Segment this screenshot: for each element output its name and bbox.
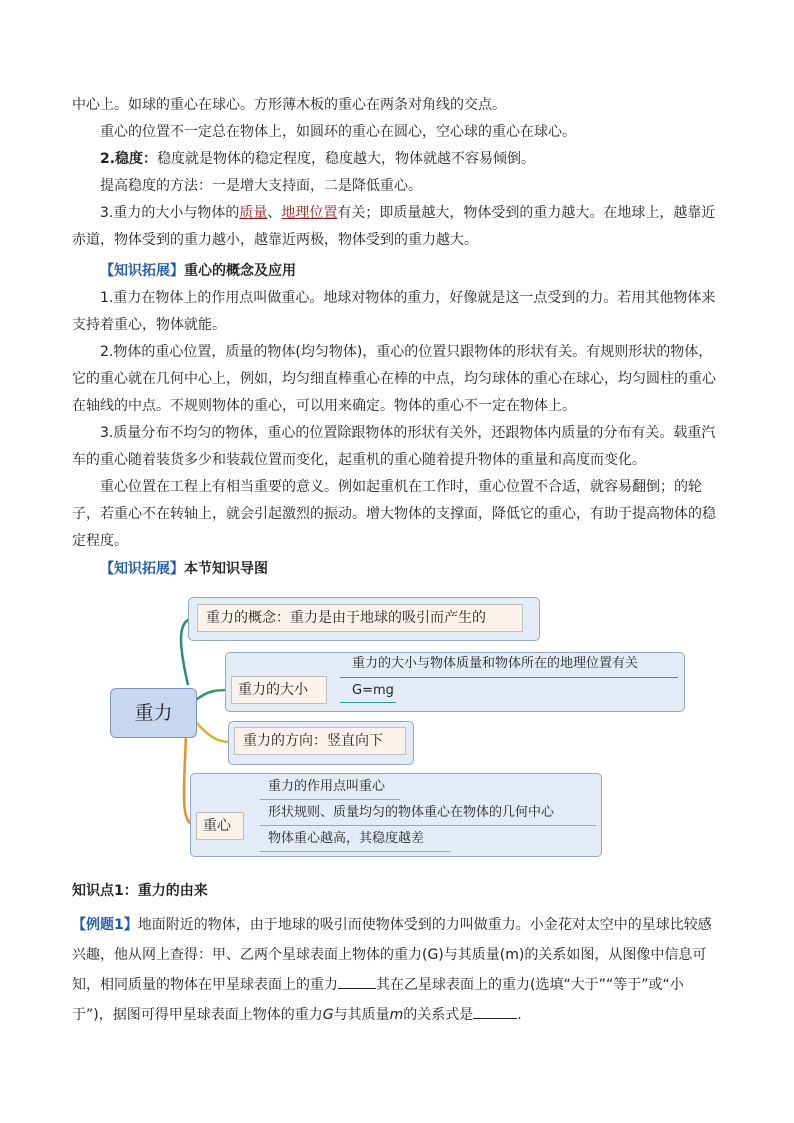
ext1-tag: 【知识拓展】 (100, 263, 184, 279)
p5-text-a: 3.重力的大小与物体的 (100, 205, 240, 221)
paragraph-4: 提高稳度的方法：一是增大支持面，二是降低重心。 (100, 178, 422, 194)
p5-text-b: 有关；即质量越大，物体受到的重力越大。在地球上，越靠近赤道，物体受到的重力越小，越靠近两极，物体受到的重力越大。 (72, 205, 716, 248)
term-location: 地理位置 (281, 205, 338, 221)
example-text-5: . (517, 1007, 522, 1023)
ext1-item-4: 重心位置在工程上有相当重要的意义。例如起重机在工作时，重心位置不合适，就容易翻倒；的轮子，若重心不在转轴上，就会引起激烈的振动。增大物体的支撑面，降低它的重心，有助于提高物体的稳定程度。 (72, 479, 716, 549)
ext1-title: 重心的概念及应用 (184, 263, 296, 279)
example-text-3: 与其质量 (333, 1007, 390, 1023)
cog-leaf-1: 重力的作用点叫重心 (268, 779, 386, 794)
ext1-heading (72, 258, 722, 285)
size-leaf-1-underline (340, 677, 678, 678)
size-leaf-2: G=mg (352, 683, 394, 698)
example-text-2: 其在乙星球表面上的重力(选填“大于”“等于”或“小于”)，据图可得甲星球表面上物体的重力 (72, 977, 684, 1023)
paragraph-2: 重心的位置不一定总在物体上，如圆环的重心在圆心，空心球的重心在球心。 (100, 124, 576, 140)
example-text-4: 的关系式是 (403, 1007, 474, 1023)
example-label: 【例题1】 (72, 917, 138, 933)
concept-node: 重力的概念：重力是由于地球的吸引而产生的 (197, 604, 523, 632)
var-g: G (322, 1007, 334, 1023)
p5-sep: 、 (267, 205, 282, 221)
cog-leaf-2-underline (260, 825, 596, 826)
ext2-tag: 【知识拓展】 (100, 561, 184, 577)
ext1-item-1: 1.重力在物体上的作用点叫做重心。地球对物体的重力，好像就是这一点受到的力。若用其他物体来支持着重心，物体就能。 (72, 290, 716, 333)
cog-node: 重心 (196, 812, 244, 840)
stability-text: 稳度就是物体的稳定程度，稳度越大，物体就越不容易倾倒。 (157, 151, 536, 167)
size-node: 重力的大小 (231, 676, 327, 704)
term-mass: 质量 (239, 205, 268, 221)
paragraph-5 (72, 200, 722, 254)
cog-leaf-2: 形状规则、质量均匀的物体重心在物体的几何中心 (268, 805, 555, 820)
cog-leaf-3-underline (260, 851, 450, 852)
example-text-1: 地面附近的物体，由于地球的吸引而使物体受到的力叫做重力。小金花对太空中的星球比较感兴趣，他从网上查得：甲、乙两个星球表面上物体的重力(G)与其质量(m)的关系如图，从图像中信息可知，相同质量的物体在甲星球表面上的重力 (72, 917, 712, 993)
branch-direction-line (194, 720, 230, 742)
stability-label: 2.稳度： (100, 151, 158, 167)
cog-leaf-3: 物体重心越高，其稳度越差 (268, 831, 425, 846)
size-leaf-1: 重力的大小与物体质量和物体所在的地理位置有关 (352, 656, 639, 671)
answer-blank-1[interactable] (338, 974, 376, 989)
direction-node: 重力的方向：竖直向下 (234, 727, 406, 755)
paragraph-1: 中心上。如球的重心在球心。方形薄木板的重心在两条对角线的交点。 (72, 97, 506, 113)
ext1-item-3: 3.质量分布不均匀的物体，重心的位置除跟物体的形状有关外，还跟物体内质量的分布有关。载重汽车的重心随着装货多少和装载位置而变化，起重机的重心随着提升物体的重量和高度而变化。 (72, 425, 716, 468)
cog-leaf-1-underline (260, 799, 400, 800)
root-node: 重力 (110, 688, 197, 738)
mind-map (100, 590, 700, 865)
ext2-heading (72, 556, 722, 583)
section-title: 知识点1：重力的由来 (72, 883, 208, 899)
ext1-item-2: 2.物体的重心位置，质量的物体(均匀物体)，重心的位置只跟物体的形状有关。有规则形状的物体，它的重心就在几何中心上，例如，均匀细直棒重心在棒的中点，均匀球体的重心在球心，均匀圆柱的重心在轴线的中点。不规则物体的重心，可以用来确定。物体的重心不一定在物体上。 (72, 344, 716, 414)
paragraph-3 (72, 146, 722, 173)
var-m: m (389, 1007, 404, 1023)
ext2-title: 本节知识导图 (184, 561, 268, 577)
example-1 (72, 910, 722, 1030)
size-leaf-2-underline (340, 702, 396, 703)
answer-blank-2[interactable] (473, 1004, 517, 1019)
